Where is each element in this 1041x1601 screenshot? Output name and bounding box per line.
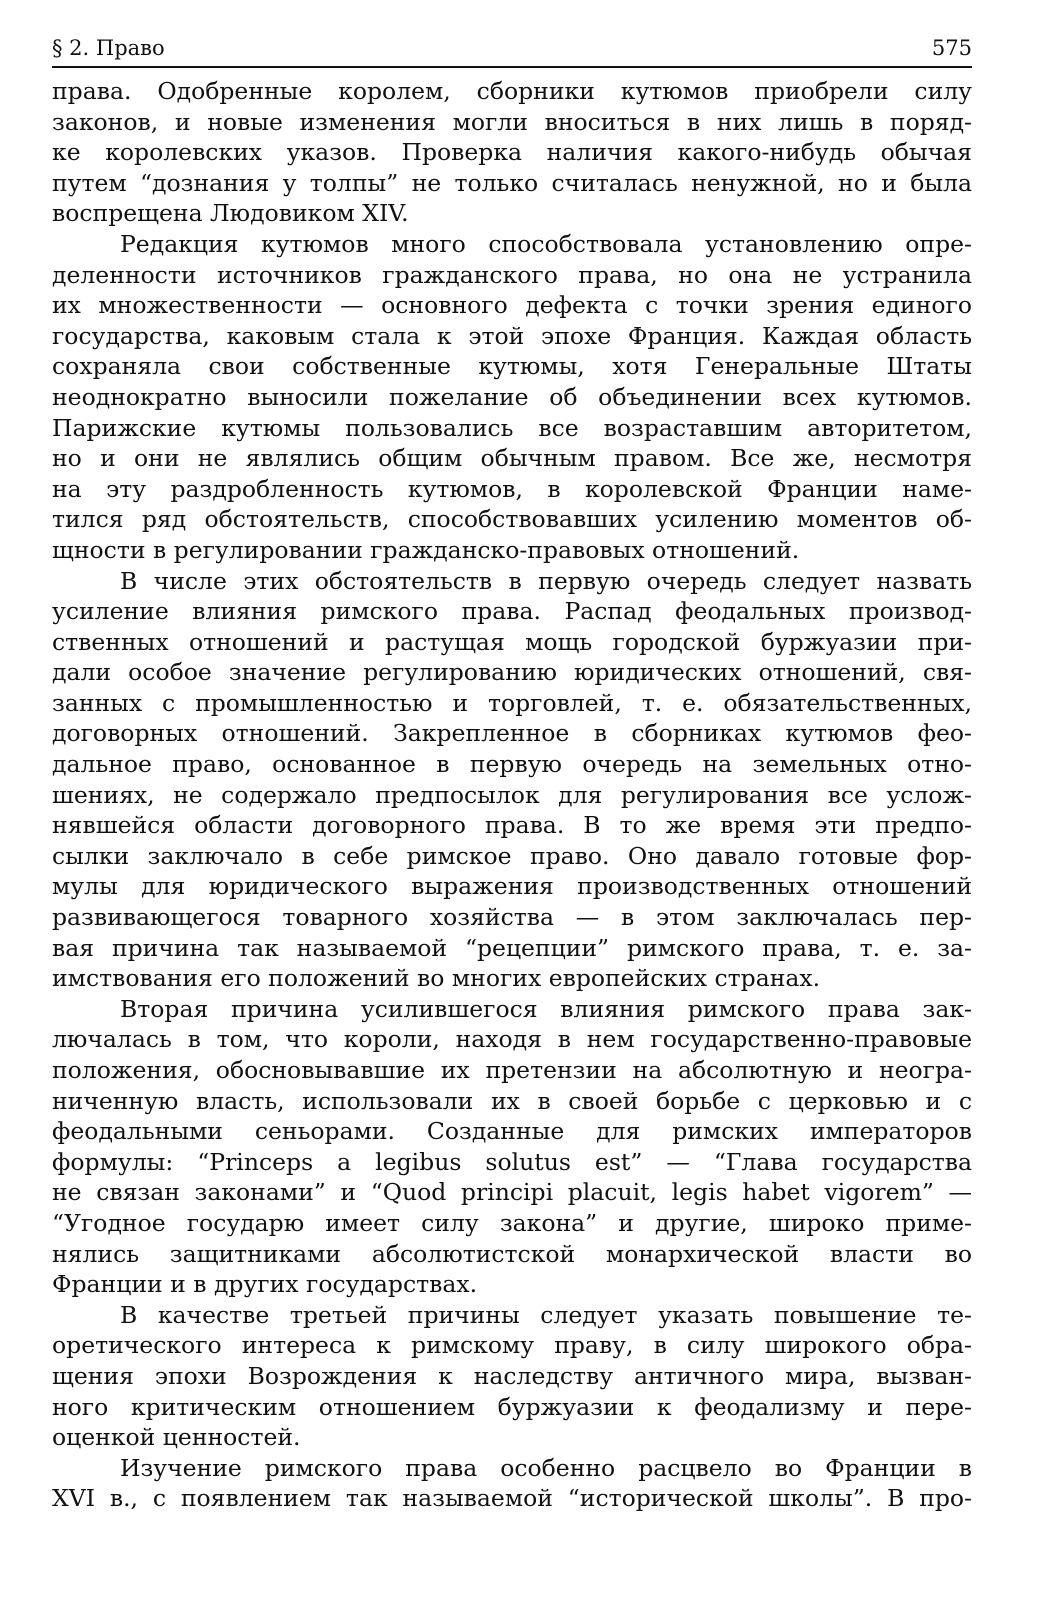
text-line: щения эпохи Возрождения к наследству античного мира, вызван- [52, 1361, 972, 1390]
paragraph [52, 1453, 972, 1514]
text-line: путем “дознания у толпы” не только считалась ненужной, но и была [52, 168, 972, 197]
paragraph [52, 1300, 972, 1453]
text-line: ного критическим отношением буржуазии к феодализму и пере- [52, 1392, 972, 1421]
page-number: 575 [931, 36, 972, 60]
text-line: XVI в., с появлением так называемой “исторической школы”. В про- [52, 1484, 972, 1513]
text-line: дали особое значение регулированию юридических отношений, свя- [52, 658, 972, 687]
text-line: Франции и в других государствах. [52, 1270, 478, 1299]
body-text [52, 76, 972, 1514]
text-line: Редакция кутюмов много способствовала установлению опре- [120, 229, 972, 258]
text-line: имствования его положений во многих европейских странах. [52, 964, 821, 993]
text-line: на эту раздробленность кутюмов, в королевской Франции наме- [52, 474, 972, 503]
text-line: нялись защитниками абсолютистской монархической власти во [52, 1239, 972, 1268]
paragraph [52, 229, 972, 566]
text-line: ниченную власть, использовали их в своей борьбе с церковью и с [52, 1086, 972, 1115]
text-line: “Угодное государю имеет силу закона” и другие, широко приме- [52, 1208, 972, 1237]
text-line: договорных отношений. Закрепленное в сборниках кутюмов фео- [52, 719, 972, 748]
text-line: шениях, не содержало предпосылок для регулирования все услож- [52, 780, 972, 809]
text-line: Изучение римского права особенно расцвело во Франции в [120, 1453, 972, 1482]
text-line: развивающегося товарного хозяйства — в этом заключалась пер- [52, 903, 972, 932]
text-line: государства, каковым стала к этой эпохе Франция. Каждая область [52, 321, 972, 350]
text-line: права. Одобренные королем, сборники кутюмов приобрели силу [52, 77, 972, 105]
text-line: В качестве третьей причины следует указать повышение те- [120, 1300, 972, 1329]
text-line: формулы: “Princeps a legibus solutus est” — “Глава государства [52, 1147, 972, 1176]
text-line: феодальными сеньорами. Созданные для римских императоров [52, 1117, 972, 1146]
text-line: нявшейся области договорного права. В то же время эти предпо- [52, 811, 972, 840]
text-line: оценкой ценностей. [52, 1423, 301, 1452]
text-line: законов, и новые изменения могли вноситься в них лишь в поряд- [52, 107, 972, 136]
paragraph [52, 566, 972, 994]
text-line: мулы для юридического выражения производственных отношений [52, 872, 972, 901]
text-line: дальное право, основанное в первую очередь на земельных отно- [52, 750, 972, 779]
text-line: оретического интереса к римскому праву, в силу широкого обра- [52, 1331, 972, 1360]
section-title: § 2. Право [52, 36, 165, 60]
paragraph [52, 76, 972, 229]
text-line: лючалась в том, что короли, находя в нем государственно-правовые [52, 1025, 972, 1054]
text-line: сохраняла свои собственные кутюмы, хотя Генеральные Штаты [52, 352, 972, 381]
text-line: сылки заключало в себе римское право. Оно давало готовые фор- [52, 841, 972, 870]
running-head [52, 36, 972, 68]
text-line: ке королевских указов. Проверка наличия какого-нибудь обычая [52, 138, 972, 167]
text-line: Парижские кутюмы пользовались все возраставшим авторитетом, [52, 413, 972, 442]
text-line: их множественности — основного дефекта с точки зрения единого [52, 291, 972, 320]
text-line: усиление влияния римского права. Распад феодальных производ- [52, 597, 972, 626]
text-line: деленности источников гражданского права, но она не устранила [52, 260, 972, 289]
text-line: Вторая причина усилившегося влияния римского права зак- [120, 994, 972, 1023]
paragraph [52, 994, 972, 1300]
text-line: щности в регулировании гражданско-правовых отношений. [52, 535, 800, 564]
text-line: В числе этих обстоятельств в первую очередь следует назвать [120, 566, 972, 595]
text-line: но и они не являлись общим обычным правом. Все же, несмотря [52, 444, 972, 473]
text-line: неоднократно выносили пожелание об объединении всех кутюмов. [52, 382, 972, 411]
text-line: вая причина так называемой “рецепции” римского права, т. е. за- [52, 933, 972, 962]
text-line: тился ряд обстоятельств, способствовавших усилению моментов об- [52, 505, 972, 534]
text-line: ственных отношений и растущая мощь городской буржуазии при- [52, 627, 972, 656]
text-line: занных с промышленностью и торговлей, т. е. обязательственных, [52, 688, 972, 717]
text-line: воспрещена Людовиком XIV. [52, 199, 409, 228]
text-line: не связан законами” и “Quod principi placuit, legis habet vigorem” — [52, 1178, 972, 1207]
text-line: положения, обосновывавшие их претензии на абсолютную и неогра- [52, 1056, 972, 1084]
book-page [52, 36, 972, 1514]
